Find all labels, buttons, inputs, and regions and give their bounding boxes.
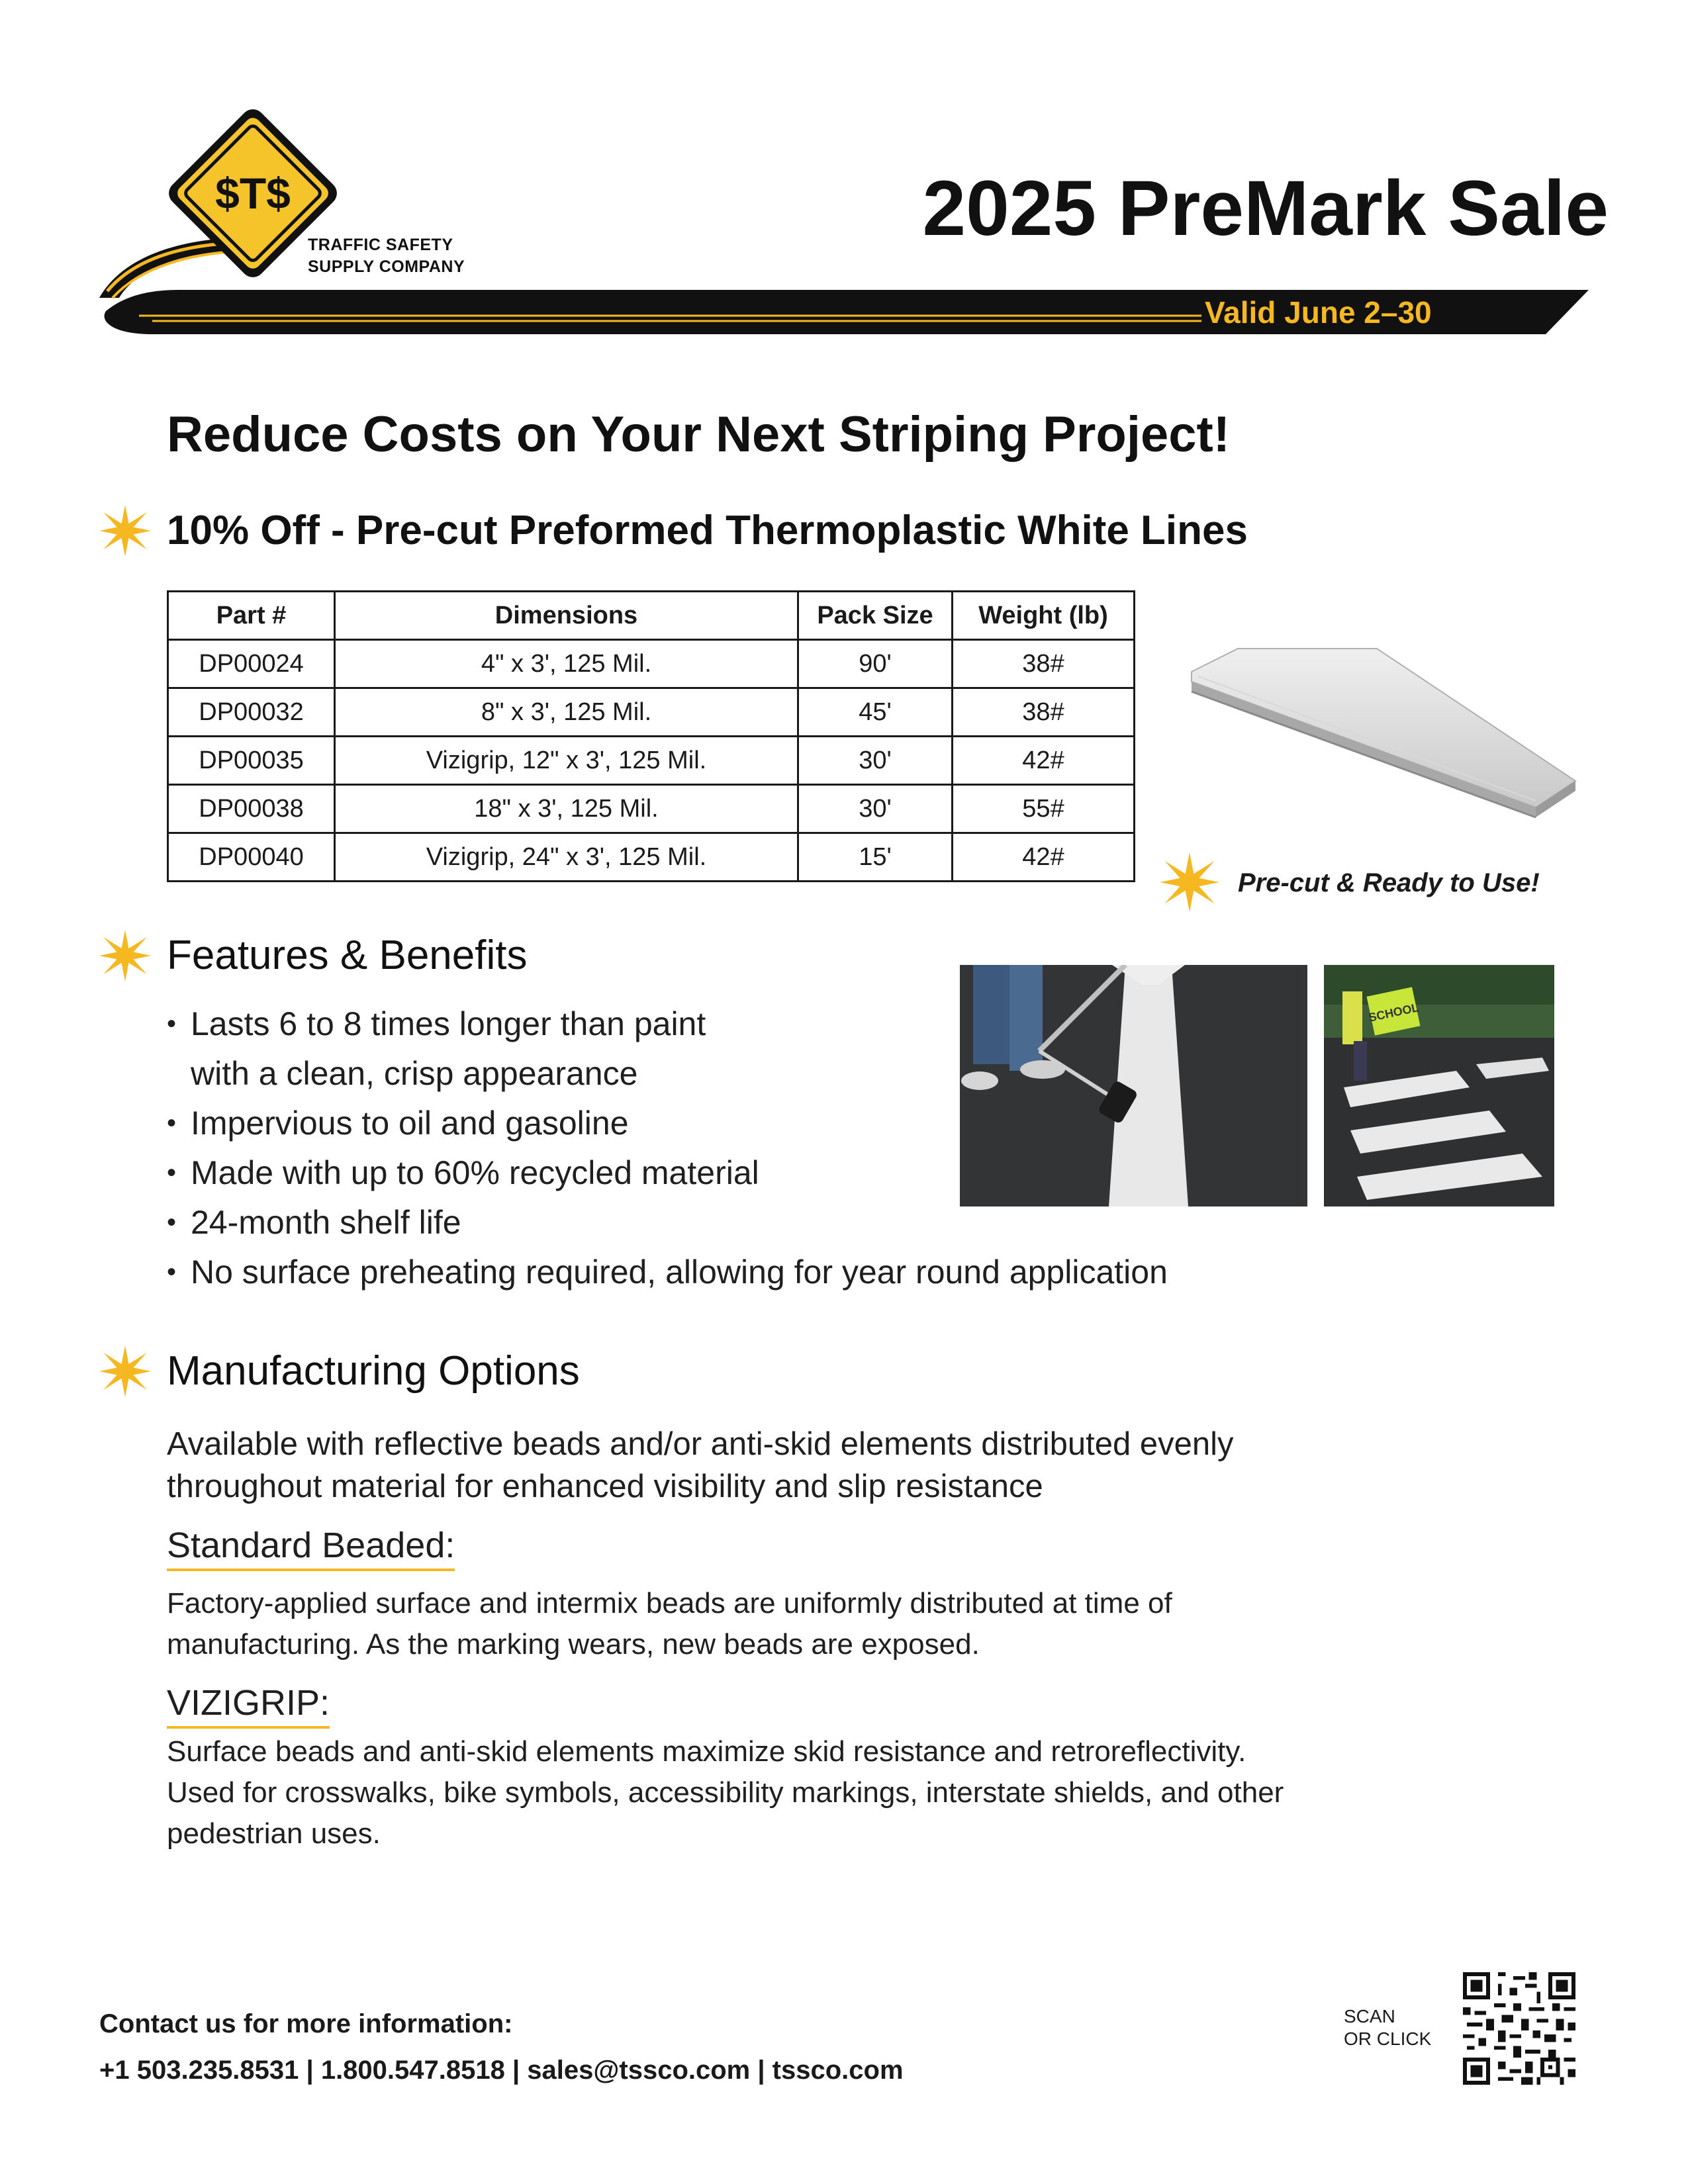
page-title: 2025 PreMark Sale [922,165,1609,252]
column-header: Part # [168,592,335,640]
manufacturing-intro [167,1423,1491,1508]
crosswalk-photo [1324,965,1554,1206]
table-cell: 30' [798,785,953,833]
table-cell: DP00035 [168,737,335,785]
headline: Reduce Costs on Your Next Striping Project! [167,406,1231,463]
contact-heading: Contact us for more information: [99,2009,513,2038]
table-header-row [168,592,1135,640]
logo-mark-text: $T$ [215,169,291,218]
table-row [168,737,1135,785]
star-burst-icon [99,930,151,981]
table-cell: 18" x 3', 125 Mil. [335,785,798,833]
text-line: manufacturing. As the marking wears, new beads are exposed. [167,1628,980,1661]
school-sign-text: SCHOOL [1367,1001,1421,1024]
table-cell: DP00024 [168,640,335,688]
application-photo [960,965,1307,1206]
star-burst-icon [1160,852,1211,904]
text-line: Used for crosswalks, bike symbols, accessibility markings, interstate shields, and other [167,1776,1284,1809]
qr-code-icon[interactable] [1463,1972,1575,2085]
list-item: • No surface preheating required, allowing for year round application [167,1248,1332,1297]
table-cell: DP00038 [168,785,335,833]
column-header: Weight (lb) [953,592,1135,640]
star-burst-icon [99,505,151,557]
list-item: • 24-month shelf life [167,1198,1332,1248]
table-cell: 30' [798,737,953,785]
table-cell: DP00040 [168,833,335,882]
valid-dates: Valid June 2–30 [1205,295,1432,330]
table-cell: 38# [953,688,1135,737]
table-row [168,785,1135,833]
list-item: • Impervious to oil and gasoline [167,1099,1332,1148]
offer-heading: 10% Off - Pre-cut Preformed Thermoplastic White Lines [167,508,1248,553]
intro-line: throughout material for enhanced visibility and slip resistance [167,1469,1043,1504]
table-cell: 45' [798,688,953,737]
list-item: • Made with up to 60% recycled material [167,1148,1332,1198]
standard-beaded-text [167,1583,1524,1665]
intro-line: Available with reflective beads and/or anti-skid elements distributed evenly [167,1426,1234,1462]
vizigrip-title: VIZIGRIP: [167,1681,330,1729]
table-cell: 90' [798,640,953,688]
text-line: pedestrian uses. [167,1817,381,1850]
table-cell: 55# [953,785,1135,833]
features-heading: Features & Benefits [167,933,528,978]
table-cell: 42# [953,833,1135,882]
column-header: Dimensions [335,592,798,640]
table-cell: 15' [798,833,953,882]
table-cell: DP00032 [168,688,335,737]
star-burst-icon [99,1345,151,1397]
text-line: Factory-applied surface and intermix beads are uniformly distributed at time of [167,1587,1172,1619]
table-cell: 42# [953,737,1135,785]
manufacturing-heading: Manufacturing Options [167,1348,580,1394]
scan-label [1344,2005,1431,2050]
table-cell: Vizigrip, 12" x 3', 125 Mil. [335,737,798,785]
table-cell: 8" x 3', 125 Mil. [335,688,798,737]
logo-name-line2: SUPPLY COMPANY [308,257,465,276]
list-item: • Lasts 6 to 8 times longer than paint [167,999,1332,1049]
table-row [168,640,1135,688]
logo-name-line1: TRAFFIC SAFETY [308,236,453,254]
contact-details[interactable]: +1 503.235.8531 | 1.800.547.8518 | sales@tssco.com | tssco.com [99,2056,904,2085]
table-cell: Vizigrip, 24" x 3', 125 Mil. [335,833,798,882]
table-row [168,833,1135,882]
list-item-continuation: with a clean, crisp appearance [191,1055,638,1092]
table-cell: 38# [953,640,1135,688]
product-caption: Pre-cut & Ready to Use! [1238,868,1540,897]
scan-line: OR CLICK [1344,2028,1432,2049]
parts-table [167,590,1135,882]
text-line: Surface beads and anti-skid elements maximize skid resistance and retroreflectivity. [167,1735,1246,1768]
table-row [168,688,1135,737]
table-cell: 4" x 3', 125 Mil. [335,640,798,688]
standard-beaded-title: Standard Beaded: [167,1524,455,1571]
product-image [1178,635,1589,834]
scan-line: SCAN [1344,2006,1395,2026]
vizigrip-text [167,1731,1524,1854]
column-header: Pack Size [798,592,953,640]
